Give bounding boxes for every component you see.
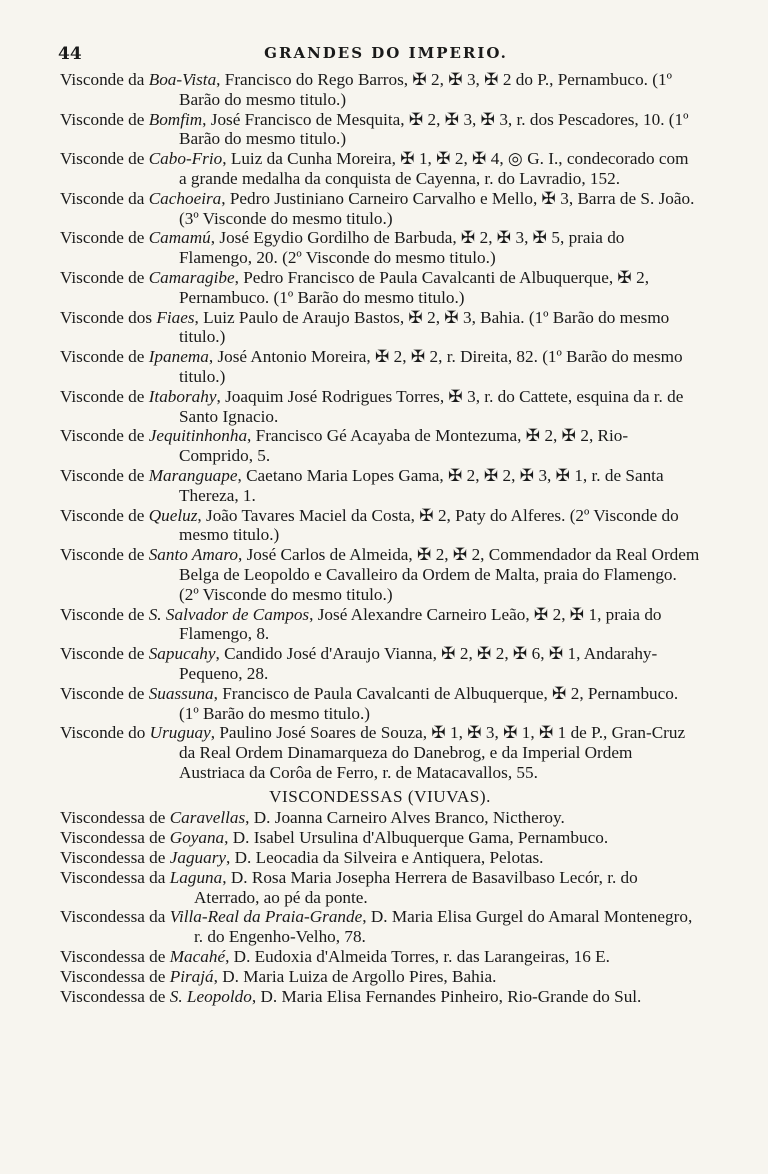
entry-title: Caravellas	[169, 808, 246, 828]
directory-entry	[60, 189, 700, 229]
entry-text: , D. Joanna Carneiro Alves Branco, Nictheroy.	[245, 808, 565, 828]
entry-prefix: Viscondessa da	[60, 907, 166, 927]
entry-text: , D. Leocadia da Silveira e Antiquera, Pelotas.	[226, 848, 544, 868]
entry-prefix: Visconde dos	[60, 307, 153, 327]
entry-text: , Francisco do Rego Barros, ✠ 2, ✠ 3, ✠ 2 do P., Pernambuco. (1º Barão do mesmo titulo.)	[179, 70, 672, 109]
directory-entry	[60, 808, 700, 828]
entry-title: Itaborahy	[148, 386, 217, 406]
entry-title: Queluz	[148, 505, 198, 525]
entry-title: Suassuna	[148, 683, 214, 703]
entry-title: Goyana	[169, 828, 225, 848]
directory-entry	[60, 347, 700, 387]
entry-title: Macahé	[169, 947, 226, 967]
entry-text: , Pedro Francisco de Paula Cavalcanti de Albuquerque, ✠ 2, Pernambuco. (1º Barão do mesmo titulo.)	[179, 267, 650, 307]
entry-title: Maranguape	[148, 465, 238, 485]
entry-prefix: Viscondessa de	[60, 848, 166, 868]
entry-prefix: Visconde do	[60, 723, 146, 743]
running-title: GRANDES DO IMPERIO.	[264, 44, 508, 62]
entry-prefix: Visconde de	[60, 228, 145, 248]
entry-text: , D. Eudoxia d'Almeida Torres, r. das Larangeiras, 16 E.	[225, 947, 610, 967]
directory-entry	[60, 723, 700, 782]
entry-text: , Candido José d'Araujo Vianna, ✠ 2, ✠ 2, ✠ 6, ✠ 1, Andarahy-Pequeno, 28.	[179, 644, 658, 683]
entry-text: , José Antonio Moreira, ✠ 2, ✠ 2, r. Direita, 82. (1º Barão do mesmo titulo.)	[179, 347, 683, 386]
entry-text: , D. Maria Luiza de Argollo Pires, Bahia.	[213, 966, 497, 986]
entry-title: Santo Amaro	[148, 545, 238, 565]
entry-text: , Luiz da Cunha Moreira, ✠ 1, ✠ 2, ✠ 4, ◎ G. I., condecorado com a grande medalha da conquista de Cayenna, r. do Lavradio, 152.	[179, 149, 689, 188]
entry-title: S. Leopoldo	[169, 986, 252, 1006]
directory-entry	[60, 268, 700, 308]
entry-text: , D. Isabel Ursulina d'Albuquerque Gama, Pernambuco.	[224, 828, 609, 848]
entry-title: Jaguary	[169, 848, 227, 868]
entry-text: , José Alexandre Carneiro Leão, ✠ 2, ✠ 1, praia do Flamengo, 8.	[179, 604, 662, 644]
entry-text: , Francisco Gé Acayaba de Montezuma, ✠ 2, ✠ 2, Rio-Comprido, 5.	[179, 426, 629, 466]
entry-title: Laguna	[169, 867, 223, 887]
entry-text: , José Egydio Gordilho de Barbuda, ✠ 2, ✠ 3, ✠ 5, praia do Flamengo, 20. (2º Visconde do mesmo titulo.)	[179, 228, 625, 268]
directory-entry	[60, 967, 700, 987]
directory-entry	[60, 828, 700, 848]
entry-title: Jequitinhonha	[148, 426, 248, 446]
entry-prefix: Viscondessa de	[60, 966, 166, 986]
entry-title: Boa-Vista	[148, 70, 217, 89]
entry-title: Uruguay	[149, 723, 211, 743]
directory-entry	[60, 545, 700, 604]
entry-title: Cachoeira	[148, 188, 222, 208]
directory-entry	[60, 228, 700, 268]
entry-text: , Francisco de Paula Cavalcanti de Albuquerque, ✠ 2, Pernambuco. (1º Barão do mesmo titulo.)	[179, 683, 679, 723]
entry-prefix: Viscondessa de	[60, 947, 166, 967]
entry-title: Fiaes	[156, 307, 195, 327]
entry-text: , José Francisco de Mesquita, ✠ 2, ✠ 3, ✠ 3, r. dos Pescadores, 10. (1º Barão do mesmo titulo.)	[179, 109, 689, 149]
entry-prefix: Visconde de	[60, 267, 145, 287]
entry-title: Bomfim	[148, 109, 203, 129]
directory-entry	[60, 308, 700, 348]
directory-entry	[60, 684, 700, 724]
entry-prefix: Visconde de	[60, 644, 145, 664]
entry-title: Ipanema	[148, 347, 209, 367]
entry-text: , João Tavares Maciel da Costa, ✠ 2, Paty do Alferes. (2º Visconde do mesmo titulo.)	[179, 505, 679, 545]
entry-prefix: Visconde de	[60, 545, 145, 565]
entry-title: Pirajá	[169, 966, 214, 986]
entry-prefix: Viscondessa de	[60, 828, 166, 848]
entry-prefix: Visconde de	[60, 505, 145, 525]
directory-entry	[60, 506, 700, 546]
page-header	[56, 44, 716, 68]
entry-prefix: Visconde de	[60, 465, 145, 485]
entry-title: Villa-Real da Praia-Grande	[169, 907, 363, 927]
directory-entry	[60, 848, 700, 868]
entry-text: , Caetano Maria Lopes Gama, ✠ 2, ✠ 2, ✠ 3, ✠ 1, r. de Santa Thereza, 1.	[179, 465, 664, 505]
entry-text: , Pedro Justiniano Carneiro Carvalho e Mello, ✠ 3, Barra de S. João. (3º Visconde do mesmo titulo.)	[179, 188, 695, 228]
directory-entry	[60, 868, 700, 908]
entry-title: Camamú	[148, 228, 211, 248]
directory-content	[60, 70, 700, 1006]
directory-entry	[60, 644, 700, 684]
entry-prefix: Visconde de	[60, 149, 145, 169]
section-title: VISCONDESSAS (VIUVAS).	[269, 786, 491, 806]
directory-entry	[60, 426, 700, 466]
directory-entry	[60, 110, 700, 150]
directory-entry	[60, 605, 700, 645]
directory-entry	[60, 70, 700, 110]
entry-title: S. Salvador de Campos	[148, 604, 310, 624]
entry-title: Sapucahy	[148, 644, 216, 664]
entry-prefix: Visconde de	[60, 347, 145, 367]
entry-text: , Paulino José Soares de Souza, ✠ 1, ✠ 3, ✠ 1, ✠ 1 de P., Gran-Cruz da Real Ordem Dinamarqueza do Danebrog, e da Imperial Ordem Austriaca da Corôa de Ferro, r. de Matacavallos, 55.	[179, 723, 686, 782]
directory-entry	[60, 149, 700, 189]
entry-text: , José Carlos de Almeida, ✠ 2, ✠ 2, Commendador da Real Ordem Belga de Leopoldo e Cavalleiro da Ordem de Malta, praia do Flamengo. (2º Visconde do mesmo titulo.)	[179, 545, 700, 604]
directory-entry	[60, 907, 700, 947]
entry-prefix: Visconde de	[60, 683, 145, 703]
entry-title: Cabo-Frio	[148, 149, 223, 169]
entry-prefix: Visconde de	[60, 604, 145, 624]
directory-entry	[60, 387, 700, 427]
entry-prefix: Visconde de	[60, 109, 145, 129]
entry-text: , Luiz Paulo de Araujo Bastos, ✠ 2, ✠ 3, Bahia. (1º Barão do mesmo titulo.)	[179, 307, 670, 347]
entry-prefix: Viscondessa de	[60, 808, 166, 828]
entry-title: Camaragibe	[148, 267, 235, 287]
entry-prefix: Visconde da	[60, 188, 145, 208]
directory-entry	[60, 947, 700, 967]
entry-text: , Joaquim José Rodrigues Torres, ✠ 3, r. do Cattete, esquina da r. de Santo Ignacio.	[179, 386, 684, 426]
viscondes-list	[60, 70, 700, 783]
entry-text: , D. Maria Elisa Gurgel do Amaral Montenegro, r. do Engenho-Velho, 78.	[194, 907, 693, 947]
directory-entry	[60, 987, 700, 1007]
entry-prefix: Visconde de	[60, 426, 145, 446]
page-number: 44	[58, 44, 82, 64]
entry-prefix: Viscondessa da	[60, 867, 166, 887]
directory-entry	[60, 466, 700, 506]
entry-text: , D. Rosa Maria Josepha Herrera de Basavilbaso Lecór, r. do Aterrado, ao pé da ponte.	[194, 867, 638, 907]
entry-prefix: Visconde de	[60, 386, 145, 406]
entry-prefix: Viscondessa de	[60, 986, 166, 1006]
viscondessas-list	[60, 808, 700, 1006]
entry-text: , D. Maria Elisa Fernandes Pinheiro, Rio-Grande do Sul.	[251, 986, 642, 1006]
entry-prefix: Visconde da	[60, 70, 145, 89]
